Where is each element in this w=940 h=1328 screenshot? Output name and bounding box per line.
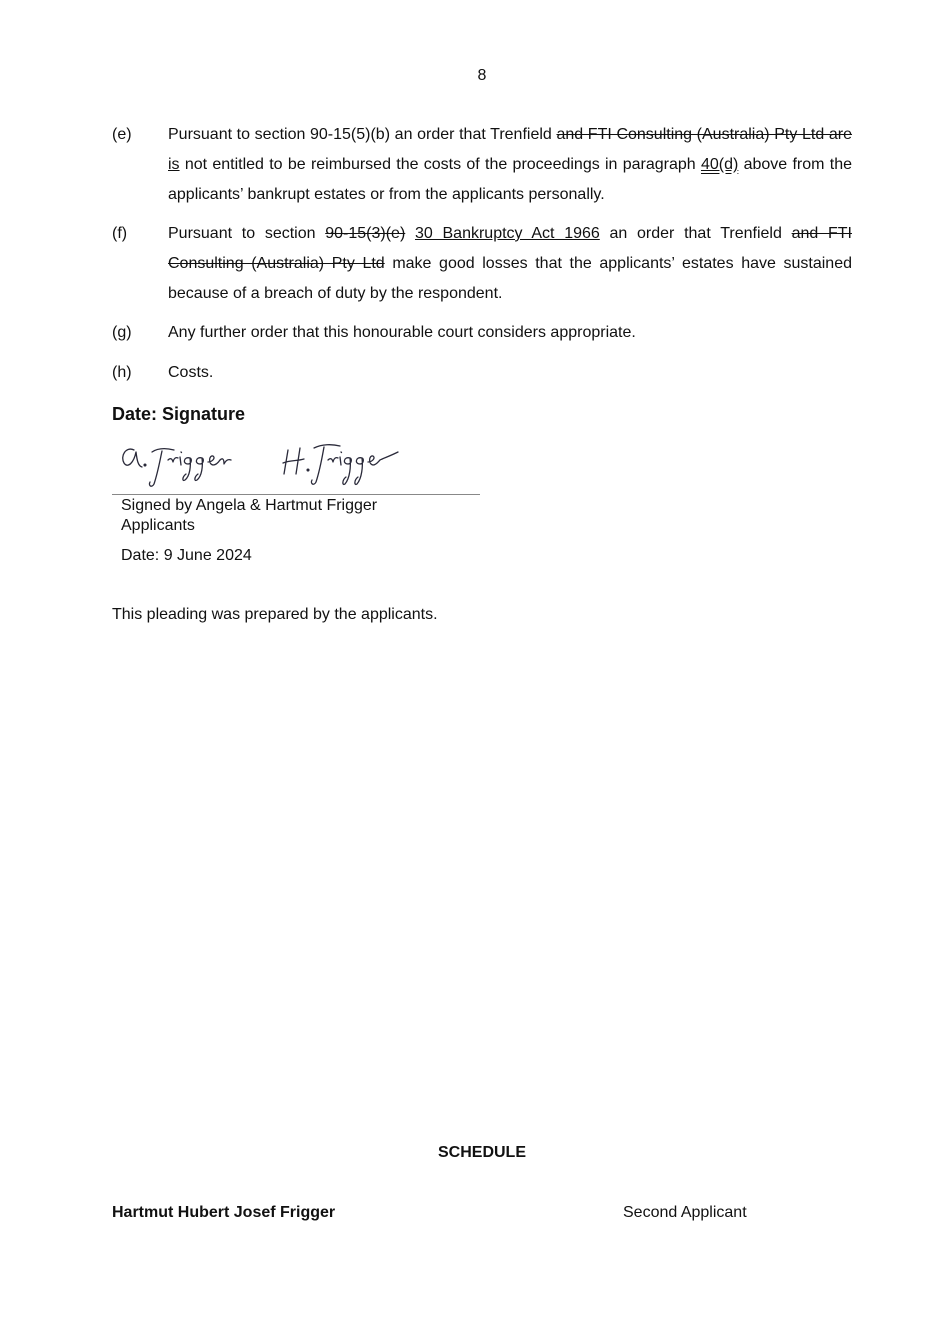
paragraph-segment: above from the applicants’ bankrupt estates or from the applicants personally. [168,156,853,203]
page-number: 8 [477,67,487,84]
inserted-text: 40(d) [700,156,739,173]
handwritten-signatures [118,436,418,492]
paragraph-label: (g) [112,324,132,341]
paragraph-segment: Costs. [168,364,214,381]
signatory-role: Applicants [121,517,195,534]
order-paragraph-h [112,358,852,388]
paragraph-segment: Pursuant to section 90-15(5)(b) an order that Trenfield [168,126,557,143]
signature-date: Date: 9 June 2024 [121,547,252,564]
schedule-party-role: Second Applicant [623,1204,747,1221]
paragraph-label: (h) [112,364,132,381]
paragraph-segment: make good losses that the applicants’ estates have sustained because of a breach of duty by the respondent. [168,255,852,302]
paragraph-text [168,120,852,210]
paragraph-text [168,318,852,348]
signature-line [112,494,480,495]
deleted-text: and FTI Consulting (Australia) Pty Ltd are [556,126,853,143]
signature-heading: Date: Signature [112,404,246,424]
prepared-by-note: This pleading was prepared by the applicants. [112,606,438,623]
paragraph-segment: an order that Trenfield [599,225,792,242]
inserted-text: is [168,156,180,173]
schedule-title: SCHEDULE [437,1144,526,1161]
paragraph-text [168,219,852,309]
order-paragraph-f [112,219,852,309]
signed-by-text: Signed by Angela & Hartmut Frigger [121,497,378,514]
deleted-text: 90-15(3)(e) [325,225,406,242]
paragraph-text [168,358,852,388]
inserted-text: 30 Bankruptcy Act 1966 [414,225,600,242]
order-paragraph-g [112,318,852,348]
order-paragraph-e [112,120,852,210]
paragraph-segment: not entitled to be reimbursed the costs of the proceedings in paragraph [179,156,701,173]
deleted-text: and FTI Consulting (Australia) Pty Ltd [168,225,852,272]
paragraph-segment: Pursuant to section [168,225,326,242]
paragraph-label: (e) [112,126,132,143]
paragraph-segment [405,225,415,242]
schedule-party-name: Hartmut Hubert Josef Frigger [112,1204,336,1221]
paragraph-label: (f) [112,225,128,242]
paragraph-segment: Any further order that this honourable court considers appropriate. [168,324,636,341]
